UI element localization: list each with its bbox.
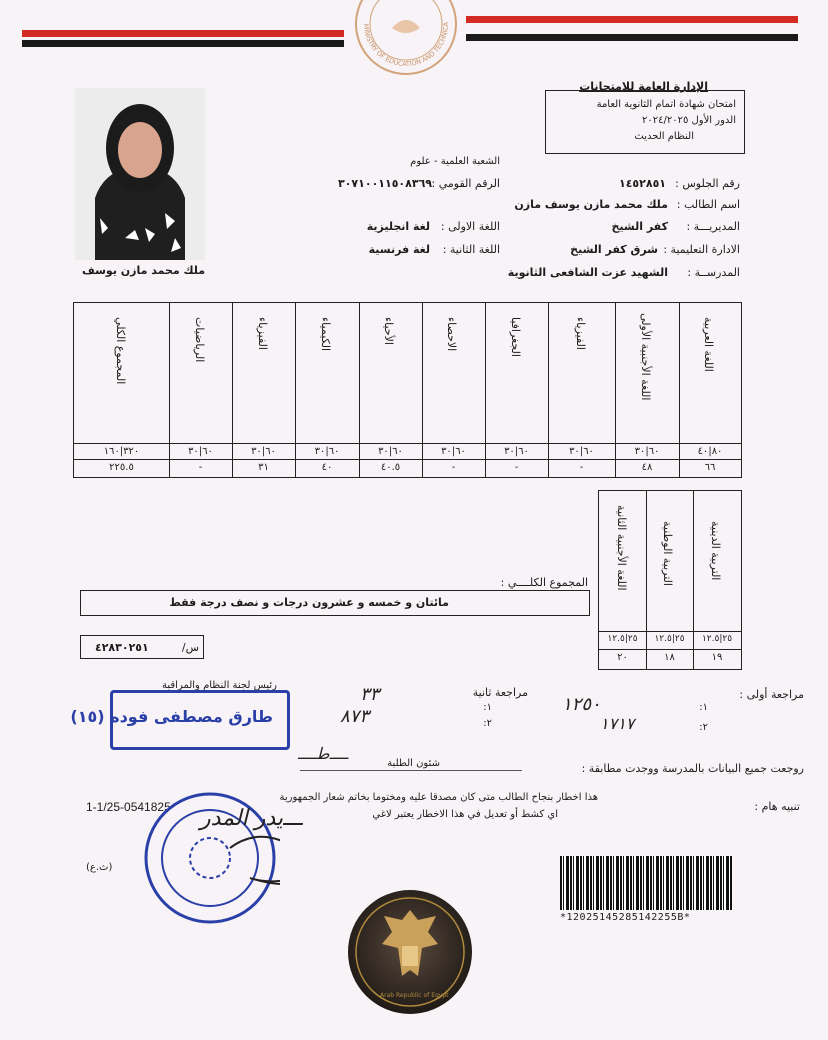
subject-religion: التربية الدينية [709, 521, 722, 581]
admin: شرق كفر الشيخ [570, 243, 658, 256]
seal-text: Arab Republic of Egypt [380, 992, 449, 999]
total-words: مائتان و خمسه و عشرون درجات و نصف درجة فقط [169, 596, 449, 609]
school-label: المدرســة : [687, 266, 740, 279]
committee-stamp [70, 690, 290, 750]
barcode [560, 856, 732, 910]
maxmin-foreign2: ٢٥|١٢.٥ [607, 634, 638, 644]
score-physics-a: - [579, 462, 584, 473]
subject-biology: الأحياء [382, 317, 395, 345]
header-band-red-left [22, 30, 344, 37]
serial-value: ٤٢٨٣٠٢٥١ [95, 641, 149, 654]
school: الشهيد عزت الشافعى الثانوية [507, 266, 668, 279]
maxmin-biology: ٦٠|٣٠ [378, 446, 403, 457]
subject-physics: الفيزياء [256, 317, 269, 350]
photo-caption: ملك محمد مازن يوسف [82, 264, 206, 277]
subject-physics-a: الفيزياء [574, 317, 587, 350]
maxmin-physics-a: ٦٠|٣٠ [569, 446, 594, 457]
first-review-num2: ٢: [699, 722, 708, 733]
maxmin-arabic: ٨٠|٤٠ [697, 446, 723, 457]
header-band-black-right [466, 34, 798, 41]
grades-table [73, 302, 742, 478]
student-photo [75, 88, 205, 260]
national-id-label: الرقم القومي : [431, 177, 500, 190]
directorate: كفر الشيخ [611, 220, 668, 233]
score-religion: ١٩ [711, 652, 723, 663]
score-biology: ٤٠.٥ [380, 462, 401, 473]
second-review-sig1: ٣٣ [360, 684, 380, 705]
exam-line3: النظام الحديث [634, 131, 694, 142]
subject-geography: الجغرافيا [509, 317, 522, 357]
seat-number: ١٤٥٢٨٥١ [619, 177, 666, 190]
maxmin-foreign1: ٦٠|٣٠ [634, 446, 660, 457]
score-physics: ٣١ [258, 462, 269, 473]
score-chemistry: ٤٠ [321, 462, 333, 473]
logo-text: MINISTRY OF EDUCATION AND TECHNICA [361, 21, 451, 69]
second-review-num1: ١: [483, 702, 492, 713]
score-foreign2: ٢٠ [617, 652, 628, 663]
lang2-label: اللغة الثانية : [442, 243, 500, 256]
score-national: ١٨ [664, 652, 675, 663]
exam-line1: امتحان شهادة اتمام الثانوية العامة [596, 99, 736, 110]
name-label: اسم الطالب : [676, 198, 740, 211]
score-statistics: - [451, 462, 456, 473]
notice-label: تنبيه هام : [754, 800, 800, 813]
score-math: - [198, 462, 203, 473]
subject-total: المجموع الكلي [114, 317, 127, 385]
second-review-label: مراجعة ثانية [472, 686, 528, 699]
svg-text:MINISTRY OF EDUCATION AND TECH [352, 0, 450, 68]
initials: (ث.ع) [86, 862, 113, 873]
first-review-sig1: ١٢٥٠ [562, 694, 601, 715]
exam-box [545, 90, 745, 154]
notice-line2: اي كشط أو تعديل في هذا الاخطار يعتبر لاغي [372, 809, 558, 820]
score-arabic: ٦٦ [704, 462, 716, 473]
republic-seal [346, 888, 474, 1016]
header-band-red-right [466, 16, 798, 23]
maxmin-math: ٦٠|٣٠ [188, 446, 213, 457]
national-id: ٣٠٧١٠٠١١٥٠٨٣٦٩ [338, 177, 432, 190]
affairs-signature: ــــﻃــــ [298, 744, 349, 763]
first-review-label: مراجعة أولى : [739, 688, 804, 701]
affairs-label: شئون الطلبة [387, 758, 440, 769]
subject-chemistry: الكيمياء [319, 317, 332, 352]
committee-label: رئيس لجنة النظام والمراقبة [162, 680, 277, 691]
second-review-num2: ٢: [483, 718, 492, 729]
lang2: لغة فرنسية [368, 243, 430, 256]
subject-foreign2: اللغة الأجنبية الثانية [615, 505, 628, 591]
committee-stamp-text: طارق مصطفى فوده (١٥) [70, 707, 273, 726]
first-review-sig2: ١٧١٧ [600, 714, 635, 733]
maxmin-religion: ٢٥|١٢.٥ [701, 634, 733, 644]
extra-grades-table [598, 490, 742, 670]
doc-code: 1-1/25-0541825 [86, 800, 171, 814]
exam-line2: الدور الأول ٢٠٢٤/٢٠٢٥ [641, 115, 736, 126]
subject-statistics: الاحصاء [445, 317, 458, 352]
authority-title: الإدارة العامة للامتحانات [579, 80, 708, 93]
maxmin-statistics: ٦٠|٣٠ [441, 446, 466, 457]
seat-label: رقم الجلوس : [675, 177, 740, 190]
subject-foreign1: اللغة الأجنبية الأولى [639, 313, 652, 401]
lang1: لغة انجليزية [366, 220, 430, 233]
directorate-label: المديريـــة : [686, 220, 740, 233]
maxmin-total: ٣٢٠|١٦٠ [103, 446, 140, 457]
admin-label: الادارة التعليمية : [663, 243, 740, 256]
total-words-box [80, 590, 590, 616]
header-band-black-left [22, 40, 344, 47]
notice-line1: هذا اخطار بنجاح الطالب متى كان مصدقا عليه ومختوما بخاتم شعار الجمهورية [279, 792, 598, 803]
subject-arabic: اللغة العربية [702, 317, 715, 372]
branch-label: الشعبة العلمية - علوم [410, 156, 500, 167]
score-geography: - [514, 462, 519, 473]
serial-box [80, 635, 204, 659]
verification-text: روجعت جميع البيانات بالمدرسة ووجدت مطابقة : [581, 762, 804, 775]
official-signature: ـــﻳﺪﺭ ﺍﻟﻤﺪﺭ [200, 806, 303, 831]
score-foreign1: ٤٨ [641, 462, 653, 473]
maxmin-national: ٢٥|١٢.٥ [654, 634, 685, 644]
first-review-num1: ١: [699, 702, 708, 713]
serial-label: س/ [181, 641, 199, 654]
subject-national: التربية الوطنية [661, 521, 674, 586]
total-label: المجموع الكلــــي : [500, 576, 588, 589]
second-review-sig2: ٨٧٣ [340, 706, 370, 727]
barcode-text: *12025145285142255B* [560, 912, 691, 923]
subject-math: الرياضيات [193, 317, 206, 363]
maxmin-geography: ٦٠|٣٠ [504, 446, 529, 457]
score-total: ٢٢٥.٥ [109, 462, 134, 473]
maxmin-chemistry: ٦٠|٣٠ [314, 446, 340, 457]
maxmin-physics: ٦٠|٣٠ [251, 446, 276, 457]
verification-line [300, 770, 522, 771]
student-name: ملك محمد مازن يوسف مازن [514, 198, 668, 211]
ministry-logo [352, 0, 460, 78]
lang1-label: اللغة الاولى : [440, 220, 500, 233]
